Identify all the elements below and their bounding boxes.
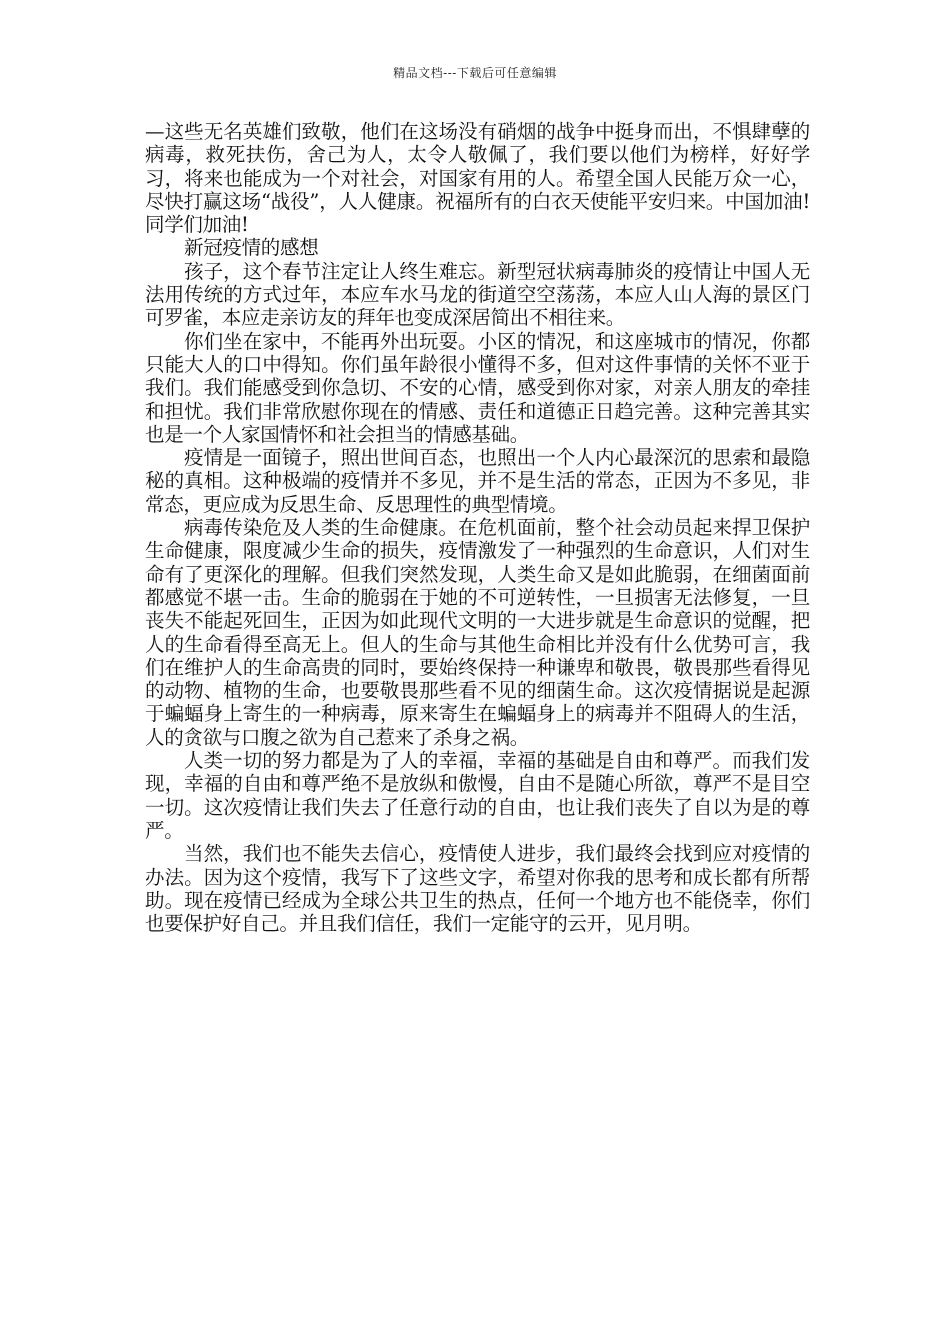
section-title: 新冠疫情的感想 — [184, 236, 319, 260]
paragraph-life: 病毒传染危及人类的生命健康。在危机面前，整个社会动员起来捍卫保护生命健康，限度减少生命的损失，疫情激发了一种强烈的生命意识，人们对生命有了更深化的理解。但我们突然发现，人类生命又是如此脆弱，在细菌面前都感觉不堪一击。生命的脆弱在于她的不可逆转性，一旦损害无法修复，一旦丧失不能起死回生，正因为如此现代文明的一大进步就是生命意识的觉醒，把人的生命看得至高无上。但人的生命与其他生命相比并没有什么优势可言，我们在维护人的生命高贵的同时，要始终保持一种谦卑和敬畏，敬畏那些看得见的动物、植物的生命，也要敬畏那些看不见的细菌生命。这次疫情据说是起源于蝙蝠身上寄生的一种病毒，原来寄生在蝙蝠身上的病毒并不阻碍人的生活，人的贪欲与口腹之欲为自己惹来了杀身之祸。 — [145, 516, 810, 749]
paragraph-tribute: —这些无名英雄们致敬，他们在这场没有硝烟的战争中挺身而出，不惧肆孽的病毒，救死扶伤，舍己为人，太令人敬佩了，我们要以他们为榜样，好好学习，将来也能成为一个对社会，对国家有用的人。希望全国人民能万众一心，尽快打赢这场“战役”，人人健康。祝福所有的白衣天使能平安归来。中国加油!同学们加油! — [145, 120, 810, 237]
document-body — [145, 120, 810, 935]
paragraph-spring-festival: 孩子，这个春节注定让人终生难忘。新型冠状病毒肺炎的疫情让中国人无法用传统的方式过年，本应车水马龙的街道空空荡荡，本应人山人海的景区门可罗雀，本应走亲访友的拜年也变成深居简出不相往来。 — [145, 259, 810, 330]
paragraph-stay-home: 你们坐在家中，不能再外出玩耍。小区的情况，和这座城市的情况，你都只能大人的口中得知。你们虽年龄很小懂得不多，但对这件事情的关怀不亚于我们。我们能感受到你急切、不安的心情，感受到你对家，对亲人朋友的牵挂和担忧。我们非常欣慰你现在的情感、责任和道德正日趋完善。这种完善其实也是一个人家国情怀和社会担当的情感基础。 — [145, 329, 810, 446]
paragraph-mirror: 疫情是一面镜子，照出世间百态，也照出一个人内心最深沉的思索和最隐秘的真相。这种极端的疫情并不多见，并不是生活的常态，正因为不多见，非常态，更应成为反思生命、反思理性的典型情境。 — [145, 446, 810, 516]
paragraph-happiness: 人类一切的努力都是为了人的幸福，幸福的基础是自由和尊严。而我们发现，幸福的自由和尊严绝不是放纵和傲慢，自由不是随心所欲，尊严不是目空一切。这次疫情让我们失去了任意行动的自由，也让我们丧失了自以为是的尊严。 — [145, 749, 810, 842]
page-header: 精品文档---下载后可任意编辑 — [393, 66, 557, 80]
paragraph-confidence: 当然，我们也不能失去信心，疫情使人进步，我们最终会找到应对疫情的办法。因为这个疫情，我写下了这些文字，希望对你我的思考和成长都有所帮助。现在疫情已经成为全球公共卫生的热点，任何一个地方也不能侥幸，你们也要保护好自己。并且我们信任，我们一定能守的云开，见月明。 — [145, 842, 810, 936]
